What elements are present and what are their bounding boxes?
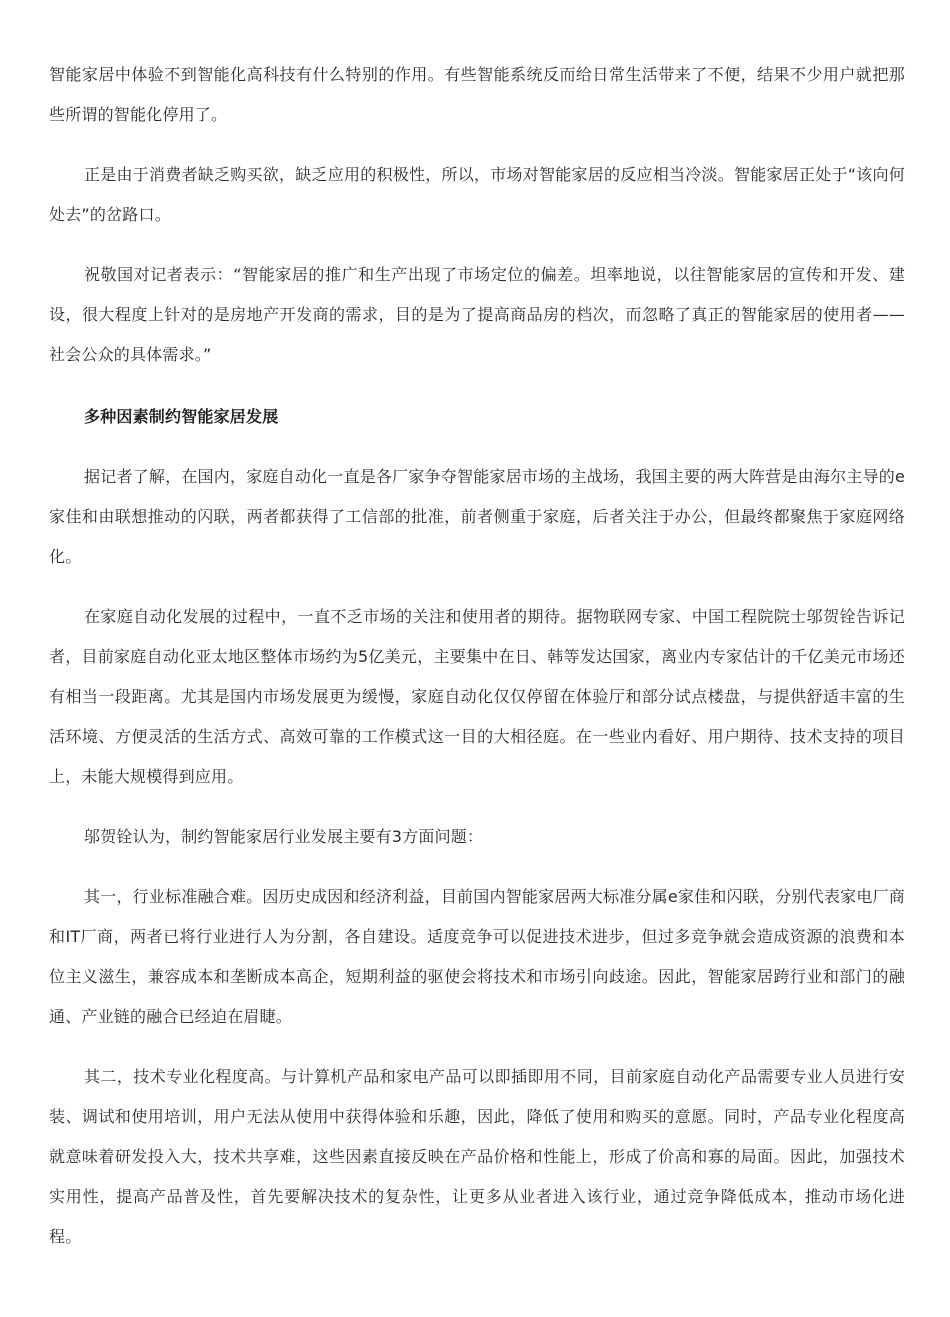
paragraph-three-problems: 邬贺铨认为，制约智能家居行业发展主要有3方面问题： [84, 827, 484, 846]
paragraph-continuation: 智能家居中体验不到智能化高科技有什么特别的作用。有些智能系统反而给日常生活带来了不便，结果不少用户就把那些所谓的智能化停用了。 [49, 65, 905, 124]
paragraph-problem-two: 其二，技术专业化程度高。与计算机产品和家电产品可以即插即用不同，目前家庭自动化产品需要专业人员进行安装、调试和使用培训，用户无法从使用中获得体验和乐趣，因此，降低了使用和购买的意愿。同时，产品专业化程度高就意味着研发投入大，技术共享难，这些因素直接反映在产品价格和性能上，形成了价高和寡的局面。因此，加强技术实用性，提高产品普及性，首先要解决技术的复杂性，让更多从业者进入该行业，通过竞争降低成本，推动市场化进程。 [49, 1067, 905, 1246]
paragraph-zhu-jingguo-quote: 祝敬国对记者表示：“智能家居的推广和生产出现了市场定位的偏差。坦率地说，以往智能家居的宣传和开发、建设，很大程度上针对的是房地产开发商的需求，目的是为了提高商品房的档次，而忽略了真正的智能家居的使用者——社会公众的具体需求。” [49, 265, 905, 364]
paragraph-market-expectations: 在家庭自动化发展的过程中，一直不乏市场的关注和使用者的期待。据物联网专家、中国工程院院士邬贺铨告诉记者，目前家庭自动化亚太地区整体市场约为5亿美元，主要集中在日、韩等发达国家，离业内专家估计的千亿美元市场还有相当一段距离。尤其是国内市场发展更为缓慢，家庭自动化仅仅停留在体验厅和部分试点楼盘，与提供舒适丰富的生活环境、方便灵活的生活方式、高效可靠的工作模式这一目的大相径庭。在一些业内看好、用户期待、技术支持的项目上，未能大规模得到应用。 [49, 607, 905, 786]
section-heading: 多种因素制约智能家居发展 [84, 407, 279, 426]
paragraph-problem-one: 其一，行业标准融合难。因历史成因和经济利益，目前国内智能家居两大标准分属e家佳和闪联，分别代表家电厂商和IT厂商，两者已将行业进行人为分割，各自建设。适度竞争可以促进技术进步，但过多竞争就会造成资源的浪费和本位主义滋生，兼容成本和垄断成本高企，短期利益的驱使会将技术和市场引向歧途。因此，智能家居跨行业和部门的融通、产业链的融合已经迫在眉睫。 [49, 887, 905, 1026]
paragraph-market-response: 正是由于消费者缺乏购买欲，缺乏应用的积极性，所以，市场对智能家居的反应相当冷淡。智能家居正处于“该向何处去”的岔路口。 [49, 165, 905, 224]
paragraph-home-automation-camps: 据记者了解，在国内，家庭自动化一直是各厂家争夺智能家居市场的主战场，我国主要的两大阵营是由海尔主导的e家佳和由联想推动的闪联，两者都获得了工信部的批准，前者侧重于家庭，后者关注于办公，但最终都聚焦于家庭网络化。 [49, 467, 905, 566]
